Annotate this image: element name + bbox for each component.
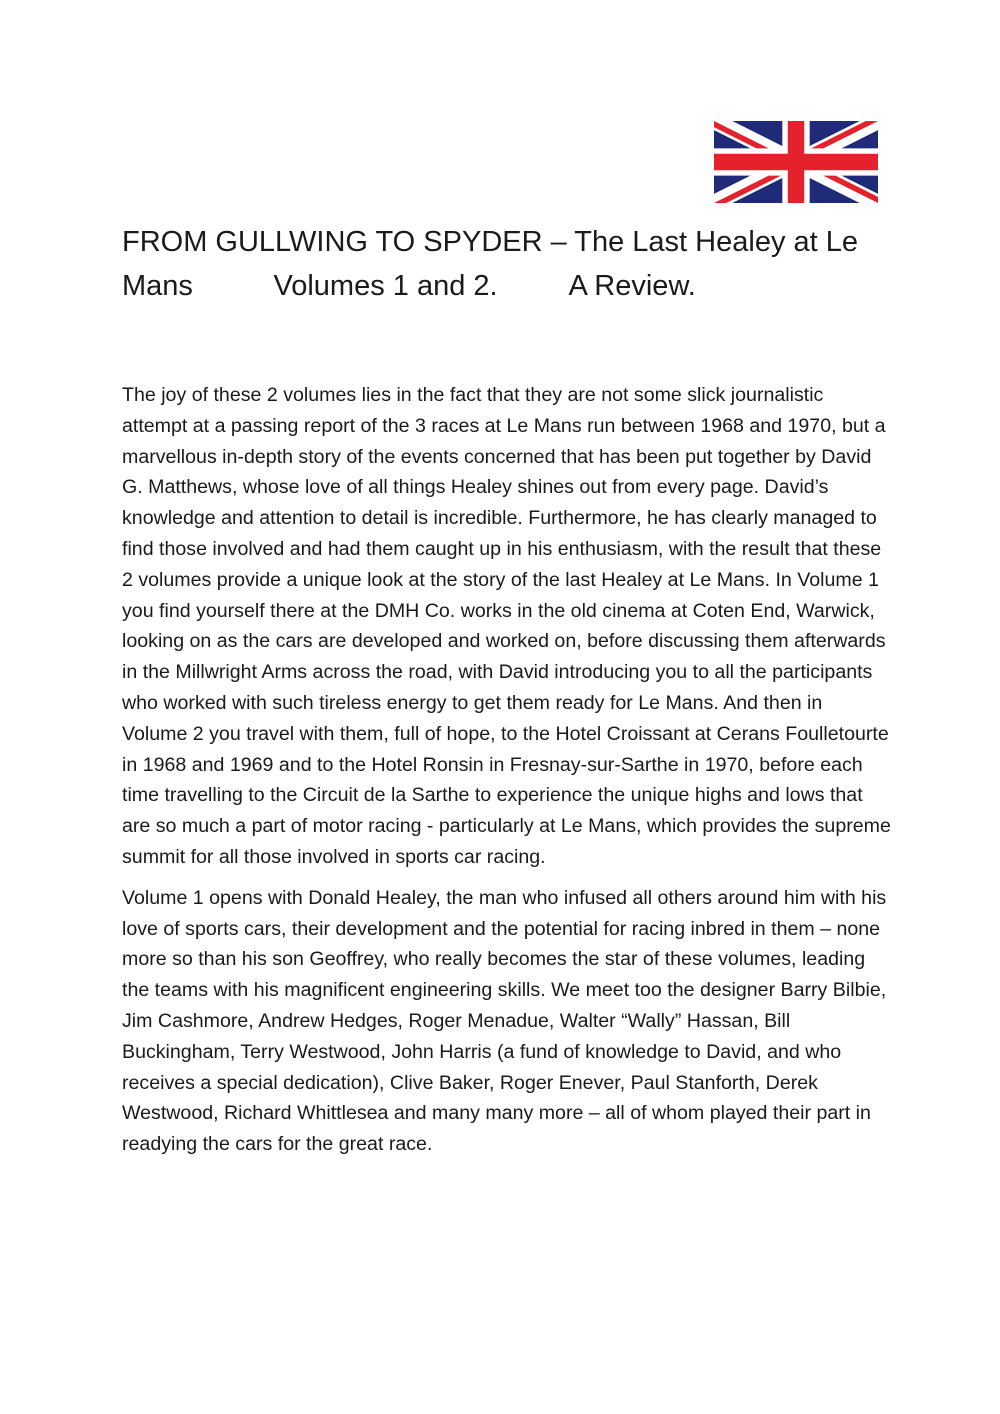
union-jack-flag-svg (714, 121, 878, 203)
paragraph: Volume 1 opens with Donald Healey, the man who infused all others around him with his love of sports cars, their development and the potential for racing inbred in them – none more so than his son Geoffrey, who really becomes the star of these volumes, leading the teams with his magnificent engineering skills. We meet too the designer Barry Bilbie, Jim Cashmore, Andrew Hedges, Roger Menadue, Walter “Wally” Hassan, Bill Buckingham, Terry Westwood, John Harris (a fund of knowledge to David, and who receives a special dedication), Clive Baker, Roger Enever, Paul Stanforth, Derek Westwood, Richard Whittlesea and many many more – all of whom played their part in readying the cars for the great race. (122, 886, 887, 1156)
document-title (122, 220, 902, 308)
title-line-2: Mans Volumes 1 and 2. A Review. (122, 270, 696, 302)
union-jack-flag-icon (714, 121, 878, 203)
paragraph: The joy of these 2 volumes lies in the fact that they are not some slick journalistic attempt at a passing report of the 3 races at Le Mans run between 1968 and 1970, but a marvellous in-depth story of the events concerned that has been put together by David G. Matthews, whose love of all things Healey shines out from every page. David’s knowledge and attention to detail is incredible. Furthermore, he has clearly managed to find those involved and had them caught up in his enthusiasm, with the result that these 2 volumes provide a unique look at the story of the last Healey at Le Mans. In Volume 1 you find yourself there at the DMH Co. works in the old cinema at Coten End, Warwick, looking on as the cars are developed and worked on, before discussing them afterwards in the Millwright Arms across the road, with David introducing you to all the participants who worked with such tireless energy to get them ready for Le Mans. And then in Volume 2 you travel with them, full of hope, to the Hotel Croissant at Cerans Foulletourte in 1968 and 1969 and to the Hotel Ronsin in Fresnay-sur-Sarthe in 1970, before each time travelling to the Circuit de la Sarthe to experience the unique highs and lows that are so much a part of motor racing - particularly at Le Mans, which provides the supreme summit for all those involved in sports car racing. (122, 384, 891, 868)
title-line-1: FROM GULLWING TO SPYDER – The Last Healey at Le (122, 226, 859, 258)
review-body (122, 380, 892, 1170)
